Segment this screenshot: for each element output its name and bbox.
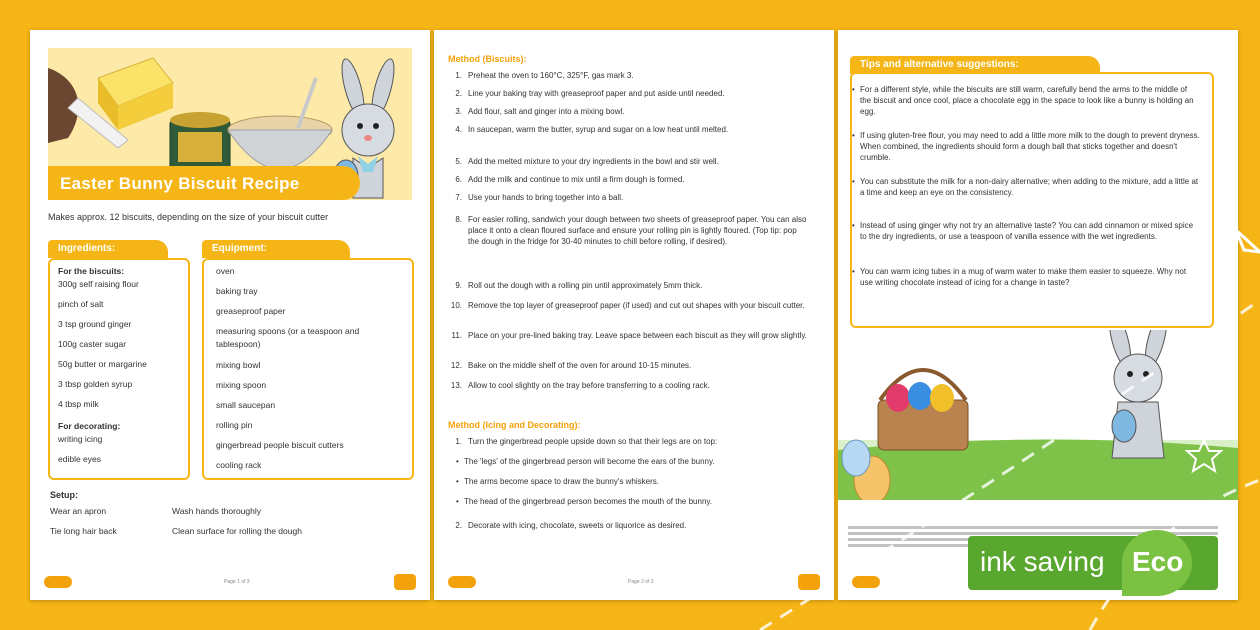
yield-note: Makes approx. 12 biscuits, depending on the size of your biscuit cutter	[48, 212, 329, 222]
step-text: Bake on the middle shelf of the oven for around 10-15 minutes.	[468, 361, 692, 370]
method-step	[448, 330, 808, 341]
method-step	[448, 174, 808, 185]
step-text: Add flour, salt and ginger into a mixing bowl.	[468, 107, 625, 116]
easter-scene-illustration	[838, 330, 1238, 500]
equipment-item: mixing spoon	[216, 380, 267, 390]
equipment-item: mixing bowl	[216, 360, 261, 370]
method-step	[448, 124, 808, 135]
setup-label: Setup:	[50, 490, 78, 500]
ingredient-item: 300g self raising flour	[58, 279, 139, 289]
step-number: 1.	[455, 437, 462, 446]
page-number: Page 2 of 3	[628, 579, 654, 585]
step-text: Remove the top layer of greaseproof paper (if used) and cut out shapes with your biscuit cutter.	[468, 301, 805, 310]
equipment-label: Equipment:	[212, 243, 267, 254]
method-step	[448, 192, 808, 203]
method-step	[448, 214, 808, 247]
ink-saving-badge	[968, 536, 1218, 590]
equipment-item: rolling pin	[216, 420, 253, 430]
recipe-page-2	[434, 30, 834, 600]
tip-item: • If using gluten-free flour, you may need to add a little more milk to the dough to prevent dryness. When combined, the ingredients should form a dough ball that sticks together and doesn't crumble.	[860, 130, 1200, 163]
step-text: Preheat the oven to 160°C, 325°F, gas mark 3.	[468, 71, 634, 80]
method-step	[448, 88, 808, 99]
recipe-page-1	[30, 30, 430, 600]
icing-step	[448, 520, 808, 531]
icing-bullet: • The 'legs' of the gingerbread person will become the ears of the bunny.	[464, 456, 804, 467]
ingredient-item: pinch of salt	[58, 299, 104, 309]
ingredients-box	[48, 258, 190, 480]
icing-step	[448, 436, 808, 447]
tip-item: • Instead of using ginger why not try an alternative taste? You can add cinnamon or mixed spice to the dry ingredients, or use a teaspoon of vanilla essence with the wet ingredients.	[860, 220, 1200, 242]
ingredient-item: 100g caster sugar	[58, 339, 127, 349]
tips-label: Tips and alternative suggestions:	[860, 59, 1019, 70]
page-number: Page 1 of 3	[224, 579, 250, 585]
method-step	[448, 300, 808, 311]
ingredient-item: For decorating:	[58, 421, 121, 431]
publisher-logo-icon	[448, 576, 476, 588]
title-banner	[48, 166, 360, 200]
step-number: 2.	[455, 521, 462, 530]
method-step	[448, 380, 808, 391]
step-text: In saucepan, warm the butter, syrup and sugar on a low heat until melted.	[468, 125, 729, 134]
setup-item: Wear an apron	[50, 506, 107, 516]
setup-item: Tie long hair back	[50, 526, 117, 536]
step-text: Place on your pre-lined baking tray. Leave space between each biscuit as they will grow slightly.	[468, 331, 807, 340]
equipment-item: baking tray	[216, 286, 258, 296]
setup-item: Clean surface for rolling the dough	[172, 526, 302, 536]
step-number: 8.	[455, 215, 462, 224]
step-number: 5.	[455, 157, 462, 166]
step-text: For easier rolling, sandwich your dough between two sheets of greaseproof paper. You can also place it onto a clean floured surface and ensure your rolling pin is lightly floured. (Top tip: pop the dough in the fridge for 30-40 minutes to chill before rolling, if desired).	[468, 215, 807, 246]
icing-bullet: • The arms become space to draw the bunny's whiskers.	[464, 476, 804, 487]
equipment-item: tablespoon)	[216, 339, 261, 349]
ingredient-item: 3 tsp ground ginger	[58, 319, 132, 329]
ingredient-item: For the biscuits:	[58, 266, 125, 276]
equipment-item: greaseproof paper	[216, 306, 286, 316]
equipment-item: small saucepan	[216, 400, 276, 410]
step-number: 12.	[450, 361, 462, 370]
method-icing-heading: Method (Icing and Decorating):	[448, 420, 581, 430]
method-step	[448, 106, 808, 117]
ingredient-item: 50g butter or margarine	[58, 359, 147, 369]
step-number: 10.	[450, 301, 462, 310]
ingredient-item: 3 tbsp golden syrup	[58, 379, 133, 389]
publisher-logo-icon	[44, 576, 72, 588]
step-number: 4.	[455, 125, 462, 134]
equipment-item: cooling rack	[216, 460, 262, 470]
method-step	[448, 156, 808, 167]
step-text: Line your baking tray with greaseproof paper and put aside until needed.	[468, 89, 725, 98]
method-step	[448, 360, 808, 371]
equipment-item: oven	[216, 266, 235, 276]
eco-label: Eco	[1132, 546, 1184, 577]
method-step	[448, 280, 808, 291]
method-step	[448, 70, 808, 81]
step-text: Decorate with icing, chocolate, sweets or liquorice as desired.	[468, 521, 687, 530]
page-footer	[44, 574, 416, 590]
page-footer	[448, 574, 820, 590]
icing-bullet: • The head of the gingerbread person becomes the mouth of the bunny.	[464, 496, 804, 507]
ink-saving-label: ink saving	[980, 546, 1105, 577]
step-number: 1.	[455, 71, 462, 80]
step-number: 13.	[450, 381, 462, 390]
tip-item: • For a different style, while the biscuits are still warm, carefully bend the arms to the middle of the biscuit and once cool, place a chocolate egg in the space to look like a bunny is holding an egg.	[860, 84, 1200, 117]
equipment-tab	[202, 240, 350, 258]
ingredients-tab	[48, 240, 168, 258]
recipe-page-3	[838, 30, 1238, 600]
ingredient-item: writing icing	[58, 434, 103, 444]
equipment-item: measuring spoons (or a teaspoon and	[216, 326, 360, 336]
step-number: 3.	[455, 107, 462, 116]
step-number: 2.	[455, 89, 462, 98]
ingredients-label: Ingredients:	[58, 243, 116, 254]
step-text: Use your hands to bring together into a ball.	[468, 193, 624, 202]
step-text: Add the milk and continue to mix until a firm dough is formed.	[468, 175, 685, 184]
step-number: 6.	[455, 175, 462, 184]
quality-seal-icon	[798, 574, 820, 590]
setup-item: Wash hands thoroughly	[172, 506, 261, 516]
step-text: Roll out the dough with a rolling pin until approximately 5mm thick.	[468, 281, 703, 290]
ingredient-item: 4 tbsp milk	[58, 399, 99, 409]
fine-print-line	[848, 526, 1218, 529]
quality-seal-icon	[394, 574, 416, 590]
page-title: Easter Bunny Biscuit Recipe	[60, 174, 300, 193]
ingredient-item: edible eyes	[58, 454, 102, 464]
step-text: Turn the gingerbread people upside down so that their legs are on top:	[468, 437, 718, 446]
step-text: Add the melted mixture to your dry ingredients in the bowl and stir well.	[468, 157, 719, 166]
step-text: Allow to cool slightly on the tray before transferring to a cooling rack.	[468, 381, 710, 390]
step-number: 9.	[455, 281, 462, 290]
step-number: 11.	[451, 331, 462, 340]
step-number: 7.	[455, 193, 462, 202]
method-biscuits-heading: Method (Biscuits):	[448, 54, 527, 64]
tip-item: • You can warm icing tubes in a mug of warm water to make them easier to squeeze. Why not use writing chocolate instead of icing for a change in taste?	[860, 266, 1200, 288]
tip-item: • You can substitute the milk for a non-dairy alternative; when adding to the mixture, add a little at a time and keep an eye on the consistency.	[860, 176, 1200, 198]
publisher-logo-icon	[852, 576, 880, 588]
equipment-item: gingerbread people biscuit cutters	[216, 440, 344, 450]
